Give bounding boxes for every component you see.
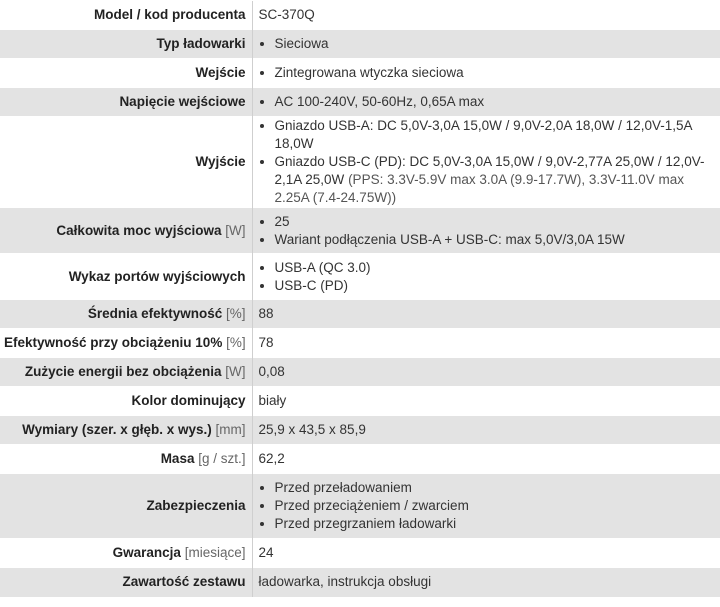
spec-unit: [g / szt.] (198, 451, 246, 466)
spec-key-cell (0, 445, 252, 474)
spec-key-cell (0, 329, 252, 358)
spec-label: Wejście (195, 65, 246, 80)
spec-unit: [W] (225, 222, 246, 238)
spec-label: Średnia efektywność (87, 306, 223, 321)
spec-value-item: • Przed przeciążeniem / zwarciem (275, 497, 715, 515)
spec-key-cell (0, 208, 252, 254)
spec-value-cell (252, 568, 720, 597)
spec-key-cell (0, 88, 252, 117)
spec-row (0, 254, 720, 300)
spec-value-cell (252, 208, 720, 254)
spec-value-list (259, 35, 715, 53)
spec-value-item: • AC 100-240V, 50-60Hz, 0,65A max (275, 93, 715, 111)
spec-unit: [mm] (215, 422, 246, 437)
spec-label: Model / kod producenta (93, 7, 246, 22)
spec-row (0, 539, 720, 568)
spec-label: Typ ładowarki (156, 36, 246, 51)
spec-value-item: • Zintegrowana wtyczka sieciowa (275, 64, 715, 82)
spec-value: 0,08 (258, 364, 285, 379)
spec-value-cell (252, 254, 720, 300)
spec-row (0, 329, 720, 358)
spec-label: Całkowita moc wyjściowa (56, 222, 222, 238)
spec-row (0, 474, 720, 539)
spec-label: Napięcie wejściowe (119, 94, 246, 109)
spec-value-cell (252, 300, 720, 329)
spec-row (0, 416, 720, 445)
spec-value: 62,2 (258, 451, 285, 466)
spec-key-cell (0, 300, 252, 329)
spec-row (0, 88, 720, 117)
spec-value: 78 (258, 335, 274, 350)
spec-row (0, 1, 720, 30)
spec-value-cell (252, 387, 720, 416)
spec-value-cell (252, 445, 720, 474)
spec-value-cell (252, 1, 720, 30)
spec-row (0, 59, 720, 88)
spec-label: Efektywność przy obciążeniu 10% (4, 335, 223, 350)
spec-value-cell (252, 329, 720, 358)
spec-unit: [%] (226, 335, 246, 350)
spec-label: Masa (160, 451, 195, 466)
spec-value-cell (252, 88, 720, 117)
spec-table-body (0, 1, 720, 597)
spec-value: ładowarka, instrukcja obsługi (258, 574, 432, 590)
spec-value: 25,9 x 43,5 x 85,9 (258, 422, 366, 437)
spec-key-cell (0, 387, 252, 416)
spec-value-list (259, 64, 715, 82)
spec-unit: [%] (225, 306, 246, 321)
spec-key-cell (0, 539, 252, 568)
spec-value-list (259, 259, 715, 295)
spec-unit: [W] (225, 364, 246, 379)
spec-value-cell (252, 30, 720, 59)
spec-value-item (275, 117, 715, 153)
spec-value-list (259, 479, 715, 533)
spec-value-item: • Sieciowa (275, 35, 715, 53)
spec-value-list (259, 93, 715, 111)
spec-value-list (259, 213, 715, 249)
spec-key-cell (0, 254, 252, 300)
spec-value-note: (PPS: 3.3V-5.9V max 3.0A (9.9-17.7W), 3.3V-11.0V max 2.25A (7.4-24.75W)) (274, 172, 684, 205)
spec-key-cell (0, 30, 252, 59)
spec-row (0, 30, 720, 59)
spec-value: biały (258, 393, 287, 408)
spec-value-cell (252, 416, 720, 445)
spec-row (0, 445, 720, 474)
spec-key-cell (0, 59, 252, 88)
spec-key-cell (0, 474, 252, 539)
spec-row (0, 208, 720, 254)
spec-value-item: • USB-A (QC 3.0) (275, 259, 715, 277)
spec-row (0, 358, 720, 387)
spec-row (0, 117, 720, 208)
spec-key-cell (0, 117, 252, 208)
spec-value-cell (252, 117, 720, 208)
spec-value: 24 (258, 545, 274, 560)
spec-row (0, 568, 720, 597)
spec-value-item: • 25 (275, 213, 715, 231)
spec-value-cell (252, 474, 720, 539)
spec-value-item (275, 153, 715, 207)
spec-label: Zawartość zestawu (122, 574, 246, 590)
spec-value-item: • USB-C (PD) (275, 277, 715, 295)
spec-key-cell (0, 1, 252, 30)
spec-key-cell (0, 416, 252, 445)
spec-label: Kolor dominujący (131, 393, 246, 408)
spec-value-text: Gniazdo USB-A: DC 5,0V-3,0A 15,0W / 9,0V-2,0A 18,0W / 12,0V-1,5A 18,0W (274, 118, 692, 151)
spec-row (0, 300, 720, 329)
spec-label: Wyjście (195, 154, 246, 169)
spec-value: SC-370Q (258, 7, 315, 22)
spec-value-list (259, 117, 715, 207)
spec-value-item: • Wariant podłączenia USB-A + USB-C: max 5,0V/3,0A 15W (275, 231, 715, 249)
spec-value-cell (252, 358, 720, 387)
spec-row (0, 387, 720, 416)
spec-label: Zużycie energii bez obciążenia (24, 364, 222, 379)
spec-value: 88 (258, 306, 274, 321)
spec-unit: [miesiące] (184, 545, 246, 560)
spec-value-item: • Przed przegrzaniem ładowarki (275, 515, 715, 533)
spec-value-text: Gniazdo USB-C (PD): DC 5,0V-3,0A 15,0W / 9,0V-2,77A 25,0W / 12,0V-2,1A 25,0W (274, 154, 705, 187)
spec-value-cell (252, 59, 720, 88)
spec-label: Zabezpieczenia (146, 498, 246, 513)
spec-key-cell (0, 568, 252, 597)
spec-label: Wymiary (szer. x głęb. x wys.) (22, 422, 212, 437)
spec-label: Gwarancja (112, 545, 181, 560)
spec-label: Wykaz portów wyjściowych (68, 268, 246, 284)
spec-key-cell (0, 358, 252, 387)
spec-value-item: • Przed przeładowaniem (275, 479, 715, 497)
spec-value-cell (252, 539, 720, 568)
